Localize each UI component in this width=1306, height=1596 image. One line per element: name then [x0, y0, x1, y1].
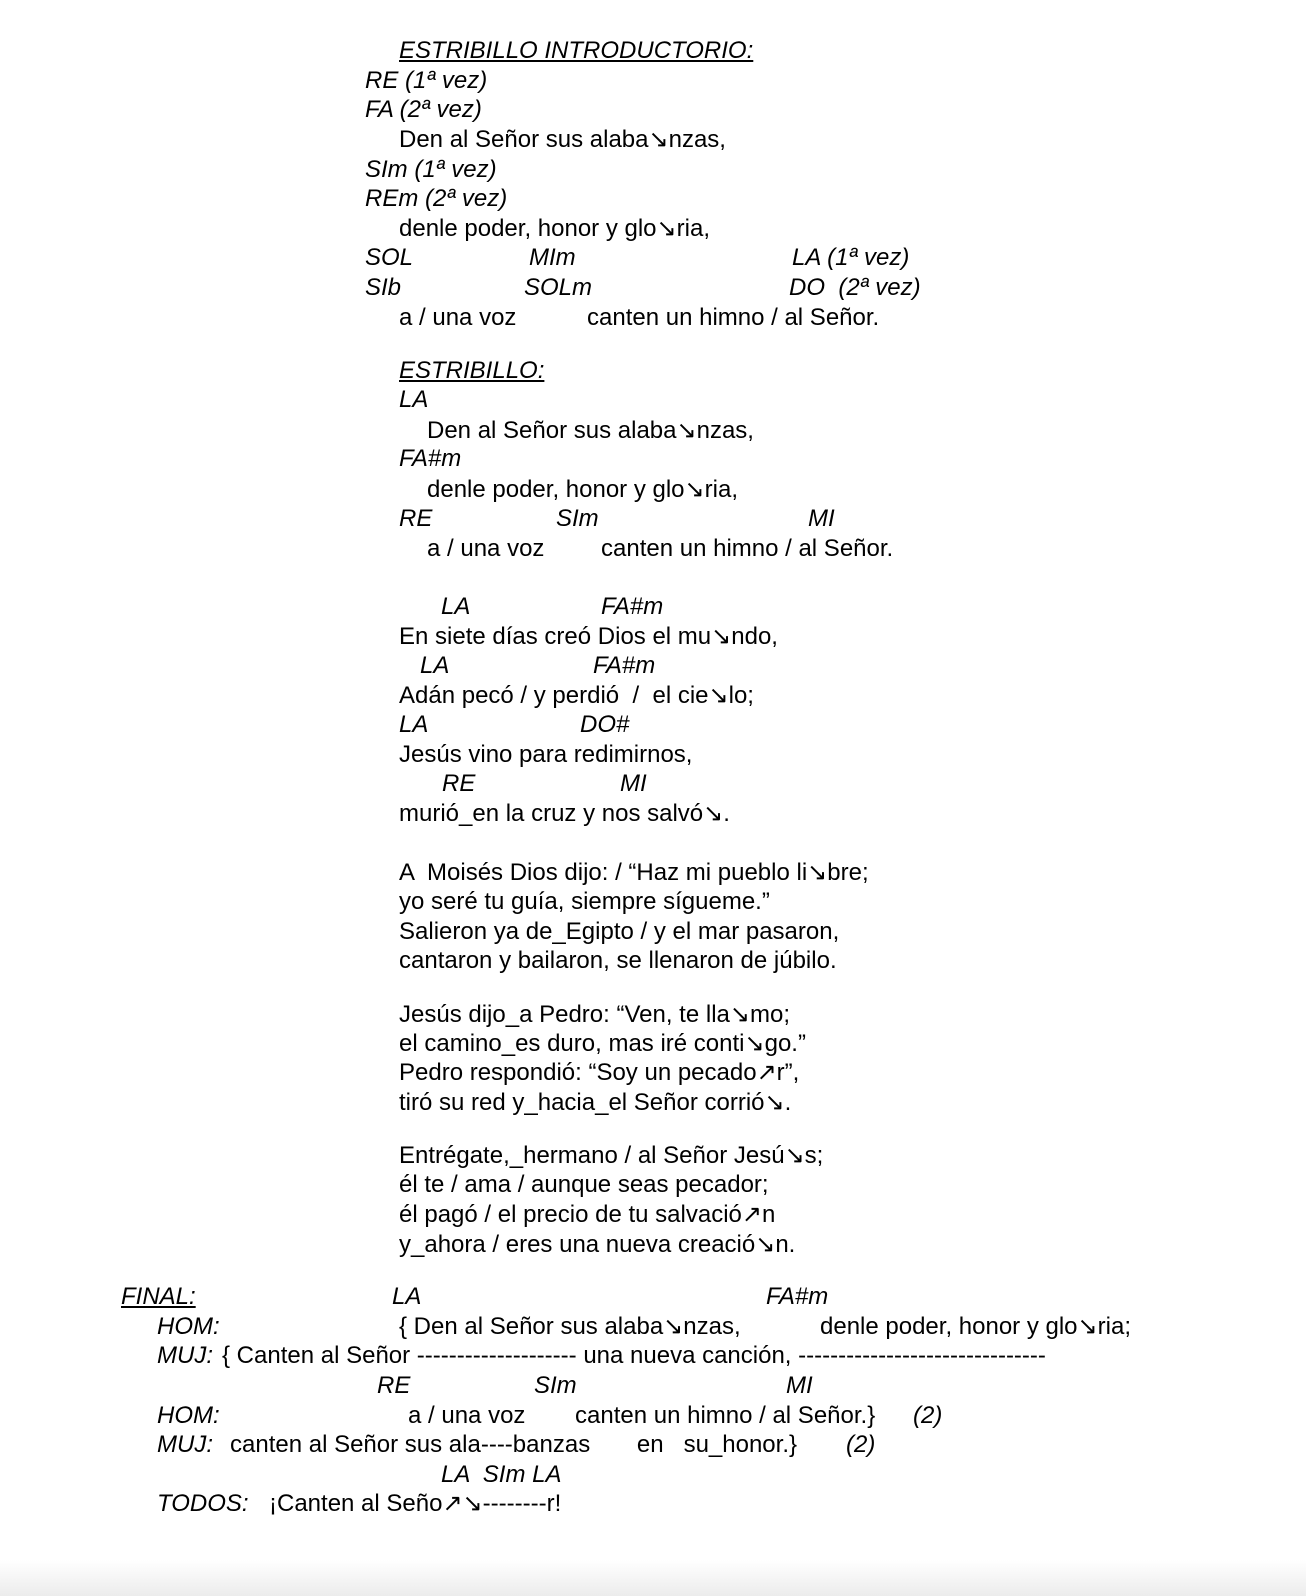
chord-label: LA (1ª vez) — [792, 244, 910, 271]
chord-label: MI — [808, 505, 835, 532]
chord-label: FA#m — [399, 445, 462, 472]
chord-label: LA — [392, 1283, 422, 1310]
lyric-line: { Den al Señor sus alaba↘nzas, — [399, 1313, 741, 1340]
lyric-line: tiró su red y_hacia_el Señor corrió↘. — [399, 1089, 792, 1116]
lyric-line: canten un himno / al Señor. — [587, 304, 880, 331]
lyric-line: denle poder, honor y glo↘ria; — [820, 1313, 1131, 1340]
lyric-line: Den al Señor sus alaba↘nzas, — [399, 126, 726, 153]
lyric-line: Adán pecó / y perdió / el cie↘lo; — [399, 682, 754, 709]
lyric-line: { Canten al Señor -------------------- una nueva canción, ------------------------------- — [222, 1342, 1046, 1369]
chord-label: LA — [399, 711, 429, 738]
chord-label: SIb — [365, 274, 402, 301]
chord-label: FA (2ª vez) — [365, 96, 482, 123]
chord-label: FA#m — [601, 593, 664, 620]
lyric-line: a / una voz — [399, 304, 517, 331]
lyric-line: el camino_es duro, mas iré conti↘go.” — [399, 1030, 806, 1057]
chord-label: LA — [441, 593, 471, 620]
repeat-marker: (2) — [913, 1402, 943, 1429]
lyric-line: Salieron ya de_Egipto / y el mar pasaron, — [399, 918, 840, 945]
page-bottom-shadow — [0, 1560, 1306, 1596]
lyric-line: denle poder, honor y glo↘ria, — [399, 215, 710, 242]
lyric-line: él te / ama / aunque seas pecador; — [399, 1171, 769, 1198]
chord-label: SIm — [556, 505, 599, 532]
voice-label-women: MUJ: — [157, 1431, 213, 1458]
voice-label-women: MUJ: — [157, 1342, 213, 1369]
chord-label: MI — [620, 770, 647, 797]
chord-label: SIm (1ª vez) — [365, 156, 497, 183]
chord-label: REm (2ª vez) — [365, 185, 508, 212]
chord-label: MIm — [529, 244, 576, 271]
lyric-line: Jesús dijo_a Pedro: “Ven, te lla↘mo; — [399, 1001, 790, 1028]
lyric-line: Jesús vino para redimirnos, — [399, 741, 693, 768]
chord-label: RE — [399, 505, 433, 532]
lyric-line: Pedro respondió: “Soy un pecado↗r”, — [399, 1059, 800, 1086]
lyric-line: Entrégate,_hermano / al Señor Jesú↘s; — [399, 1142, 824, 1169]
chord-label: LA — [420, 652, 450, 679]
chorus-heading: ESTRIBILLO: — [399, 357, 545, 384]
final-heading: FINAL: — [121, 1283, 196, 1310]
lyric-line: En siete días creó Dios el mu↘ndo, — [399, 623, 778, 650]
repeat-marker: (2) — [846, 1431, 876, 1458]
lyric-line: A Moisés Dios dijo: / “Haz mi pueblo li↘bre; — [399, 859, 869, 886]
chord-label: SIm — [534, 1372, 577, 1399]
lyric-line: canten un himno / al Señor.} — [575, 1402, 876, 1429]
chord-label: DO (2ª vez) — [789, 274, 921, 301]
lyric-line: a / una voz — [427, 535, 545, 562]
lyric-line: denle poder, honor y glo↘ria, — [427, 476, 738, 503]
chord-label: FA#m — [593, 652, 656, 679]
chord-label: FA#m — [766, 1283, 829, 1310]
chord-label: SOLm — [524, 274, 593, 301]
chord-label: RE (1ª vez) — [365, 67, 488, 94]
voice-label-men: HOM: — [157, 1313, 220, 1340]
chord-label: RE — [377, 1372, 411, 1399]
lyric-line: ¡Canten al Seño↗↘--------r! — [269, 1490, 562, 1517]
lyric-line: él pagó / el precio de tu salvació↗n — [399, 1201, 776, 1228]
lyric-line: canten al Señor sus ala----banzas en su_honor.} — [230, 1431, 797, 1458]
voice-label-men: HOM: — [157, 1402, 220, 1429]
chord-label: SOL — [365, 244, 414, 271]
lyric-line: murió_en la cruz y nos salvó↘. — [399, 800, 730, 827]
chord-label: MI — [786, 1372, 813, 1399]
voice-label-all: TODOS: — [157, 1490, 249, 1517]
lyric-line: Den al Señor sus alaba↘nzas, — [427, 417, 754, 444]
chord-label: LA — [399, 386, 429, 413]
lyric-line: a / una voz — [408, 1402, 526, 1429]
lyric-line: canten un himno / al Señor. — [601, 535, 894, 562]
chord-label: DO# — [580, 711, 630, 738]
chord-label: LA SIm LA — [441, 1461, 562, 1488]
lyric-line: y_ahora / eres una nueva creació↘n. — [399, 1231, 796, 1258]
intro-heading: ESTRIBILLO INTRODUCTORIO: — [399, 37, 754, 64]
lyric-line: yo seré tu guía, siempre sígueme.” — [399, 888, 770, 915]
lyric-line: cantaron y bailaron, se llenaron de júbilo. — [399, 947, 837, 974]
chord-label: RE — [442, 770, 476, 797]
